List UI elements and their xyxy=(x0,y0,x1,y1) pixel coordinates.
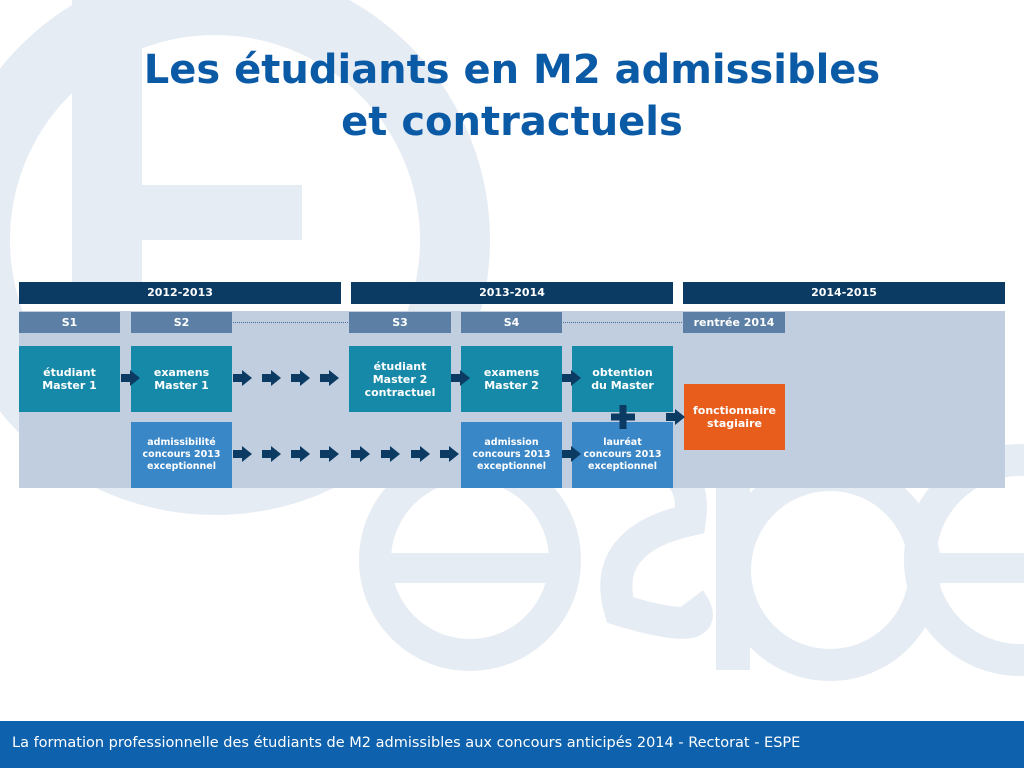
arrow-right-icon xyxy=(351,446,370,462)
arrow-right-icon xyxy=(411,446,430,462)
box-line: examens xyxy=(483,366,540,379)
arrow-right-icon xyxy=(666,409,685,425)
box-examens-master-2 xyxy=(461,346,562,412)
title-line-2: et contractuels xyxy=(341,99,683,145)
arrow-right-icon xyxy=(440,446,459,462)
box-laureat-concours-2013 xyxy=(572,422,673,488)
box-line: exceptionnel xyxy=(147,461,216,472)
arrow-right-icon xyxy=(262,370,281,386)
box-line: examens xyxy=(153,366,210,379)
year-bar-2014-2015: 2014-2015 xyxy=(683,282,1005,304)
box-fonctionnaire-stagiaire xyxy=(684,384,785,450)
box-line: admission xyxy=(484,437,539,448)
box-line: fonctionnaire xyxy=(692,404,777,417)
semester-rentree-2014: rentrée 2014 xyxy=(683,312,785,333)
box-line: contractuel xyxy=(364,385,436,399)
arrow-right-icon xyxy=(121,370,140,386)
box-obtention-du-master xyxy=(572,346,673,412)
arrow-right-icon xyxy=(291,370,310,386)
box-line: concours 2013 xyxy=(142,449,221,460)
arrow-right-icon xyxy=(451,370,470,386)
box-examens-master-1 xyxy=(131,346,232,412)
box-line: du Master xyxy=(591,379,654,392)
arrow-right-icon xyxy=(320,446,339,462)
arrow-right-icon xyxy=(562,370,581,386)
box-admissibilite-concours-2013 xyxy=(131,422,232,488)
year-bar-2012-2013: 2012-2013 xyxy=(19,282,341,304)
box-etudiant-master-2-contractuel xyxy=(349,346,451,412)
box-line: exceptionnel xyxy=(477,461,546,472)
title-line-1: Les étudiants en M2 admissibles xyxy=(143,47,881,93)
arrow-right-icon xyxy=(381,446,400,462)
arrow-right-icon xyxy=(233,446,252,462)
box-admission-concours-2013 xyxy=(461,422,562,488)
slide-title xyxy=(0,44,1024,148)
dotted-separator xyxy=(233,322,348,323)
box-line: obtention xyxy=(592,366,653,379)
footer-text: La formation professionnelle des étudiants de M2 admissibles aux concours anticipés 2014 - Rectorat - ESPE xyxy=(12,735,801,751)
box-line: Master 2 xyxy=(372,372,428,386)
box-line: concours 2013 xyxy=(472,449,551,460)
box-line: concours 2013 xyxy=(583,449,662,460)
box-line: Master 1 xyxy=(42,379,97,392)
semester-s3: S3 xyxy=(349,312,451,333)
arrow-right-icon xyxy=(233,370,252,386)
semester-s2: S2 xyxy=(131,312,232,333)
arrow-right-icon xyxy=(262,446,281,462)
box-line: étudiant xyxy=(373,359,427,373)
year-bar-2013-2014: 2013-2014 xyxy=(351,282,673,304)
semester-s4: S4 xyxy=(461,312,562,333)
arrow-right-icon xyxy=(320,370,339,386)
box-line: lauréat xyxy=(603,437,642,448)
arrow-right-icon xyxy=(291,446,310,462)
semester-s1: S1 xyxy=(19,312,120,333)
box-line: stagiaire xyxy=(707,417,762,430)
plus-icon xyxy=(611,405,635,429)
box-line: admissibilité xyxy=(147,437,216,448)
dotted-separator xyxy=(563,322,682,323)
arrow-right-icon xyxy=(562,446,581,462)
box-etudiant-master-1 xyxy=(19,346,120,412)
box-line: étudiant xyxy=(43,366,96,379)
footer-bar xyxy=(0,721,1024,768)
box-line: exceptionnel xyxy=(588,461,657,472)
box-line: Master 1 xyxy=(154,379,209,392)
box-line: Master 2 xyxy=(484,379,539,392)
